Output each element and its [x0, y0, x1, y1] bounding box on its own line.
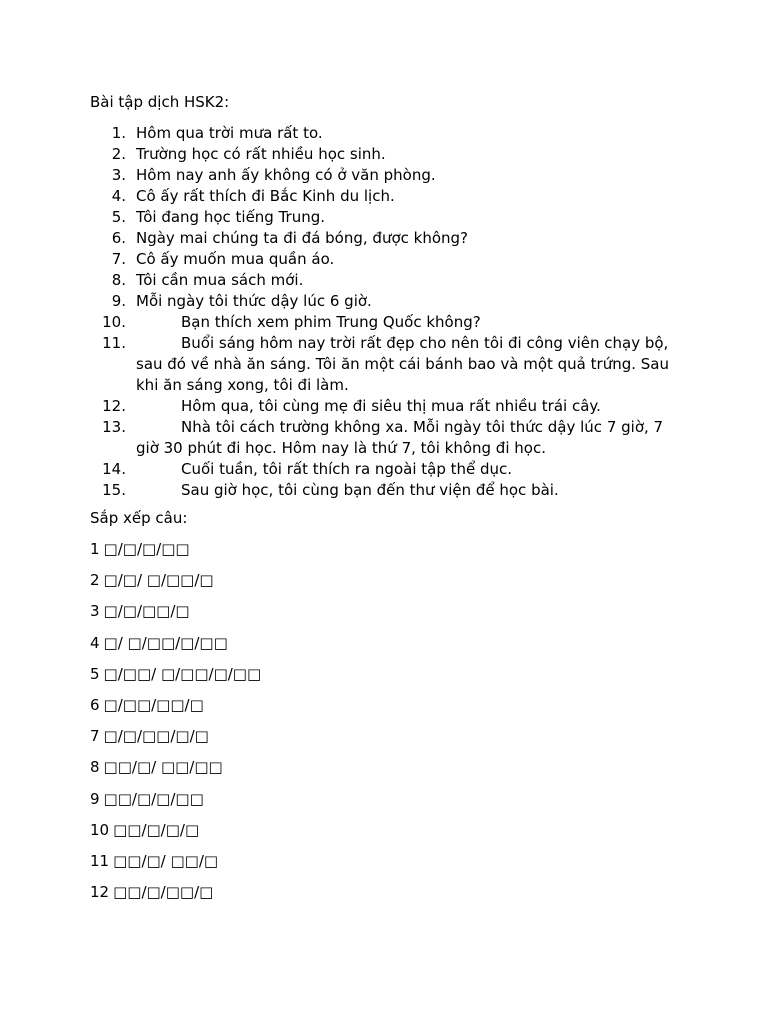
item-text: Buổi sáng hôm nay trời rất đẹp cho nên tôi đi công viên chạy bộ, sau đó về nhà ăn sáng. Tôi ăn một cái bánh bao và một quả trứng. Sau khi ăn sáng xong, tôi đi làm.: [136, 334, 669, 394]
item-number: 3.: [111, 166, 126, 184]
arrange-text: □/□/□□/□: [103, 602, 190, 621]
arrange-number: 12: [90, 883, 110, 902]
arrange-text: □/ □/□□/□/□□: [103, 633, 228, 652]
item-number: 10.: [102, 313, 126, 331]
item-number: 7.: [111, 250, 126, 268]
item-number: 6.: [111, 229, 126, 247]
item-text: Ngày mai chúng ta đi đá bóng, được không?: [136, 229, 468, 247]
arrange-item: [90, 570, 261, 590]
item-number: 14.: [102, 460, 126, 478]
arrange-text: □/□/ □/□□/□: [103, 571, 214, 590]
arrange-list: [90, 539, 261, 913]
item-text: Hôm qua, tôi cùng mẹ đi siêu thị mua rất nhiều trái cây.: [181, 397, 601, 415]
item-number: 15.: [102, 481, 126, 499]
arrange-item: [90, 633, 261, 653]
arrange-text: □□/□/ □□/□: [113, 851, 219, 870]
item-text: Tôi đang học tiếng Trung.: [136, 208, 326, 226]
arrange-item: [90, 789, 261, 809]
translation-list: [90, 123, 680, 501]
item-text: Bạn thích xem phim Trung Quốc không?: [181, 313, 481, 331]
arrange-number: 2: [90, 571, 100, 590]
arrange-number: 11: [90, 851, 110, 870]
arrange-item: [90, 695, 261, 715]
translation-item: [90, 312, 680, 333]
arrange-number: 4: [90, 633, 100, 652]
item-text: Trường học có rất nhiều học sinh.: [136, 145, 386, 163]
item-text: Hôm qua trời mưa rất to.: [136, 124, 323, 142]
item-text: Mỗi ngày tôi thức dậy lúc 6 giờ.: [136, 292, 372, 310]
arrange-text: □/□□/□□/□: [103, 695, 204, 714]
translation-item: [90, 249, 680, 270]
item-text: Nhà tôi cách trường không xa. Mỗi ngày tôi thức dậy lúc 7 giờ, 7 giờ 30 phút đi học. Hôm nay là thứ 7, tôi không đi học.: [136, 418, 664, 457]
translation-item: [90, 396, 680, 417]
translation-item: [90, 165, 680, 186]
arrange-text: □□/□/□□/□: [113, 883, 214, 902]
item-number: 11.: [102, 334, 126, 352]
translation-item: [90, 417, 680, 459]
item-text: Sau giờ học, tôi cùng bạn đến thư viện để học bài.: [181, 481, 559, 499]
arrange-number: 7: [90, 727, 100, 746]
item-number: 5.: [111, 208, 126, 226]
translation-item: [90, 459, 680, 480]
arrange-text: □/□/□/□□: [103, 540, 190, 558]
arrange-text: □□/□/□/□□: [103, 789, 204, 808]
translation-item: [90, 207, 680, 228]
translation-item: [90, 270, 680, 291]
arrange-number: 9: [90, 789, 100, 808]
translation-item: [90, 480, 680, 501]
item-number: 8.: [111, 271, 126, 289]
arrange-item: [90, 601, 261, 621]
translation-item: [90, 333, 680, 396]
translation-item: [90, 144, 680, 165]
arrange-number: 5: [90, 664, 100, 683]
translation-item: [90, 228, 680, 249]
exercise-heading: Bài tập dịch HSK2:: [90, 93, 230, 111]
arrange-number: 1: [90, 540, 100, 558]
arrange-number: 8: [90, 758, 100, 777]
arrange-item: [90, 882, 261, 902]
arrange-text: □/□□/ □/□□/□/□□: [103, 664, 262, 683]
arrange-item: [90, 726, 261, 746]
item-number: 4.: [111, 187, 126, 205]
arrange-text: □□/□/ □□/□□: [103, 758, 223, 777]
arrange-item: [90, 757, 261, 777]
translation-item: [90, 291, 680, 312]
arrange-item: [90, 664, 261, 684]
translation-item: [90, 186, 680, 207]
item-text: Tôi cần mua sách mới.: [136, 271, 304, 289]
item-number: 13.: [102, 418, 126, 436]
item-text: Cô ấy rất thích đi Bắc Kinh du lịch.: [136, 187, 395, 205]
arrange-number: 6: [90, 695, 100, 714]
arrange-text: □/□/□□/□/□: [103, 727, 209, 746]
arrange-heading: Sắp xếp câu:: [90, 509, 188, 527]
item-text: Cuối tuần, tôi rất thích ra ngoài tập thể dục.: [181, 460, 513, 478]
arrange-item: [90, 820, 261, 840]
arrange-item: [90, 851, 261, 871]
item-number: 9.: [111, 292, 126, 310]
item-number: 1.: [111, 124, 126, 142]
arrange-number: 3: [90, 602, 100, 621]
arrange-item: [90, 539, 261, 559]
arrange-number: 10: [90, 820, 110, 839]
translation-item: [90, 123, 680, 144]
item-text: Cô ấy muốn mua quần áo.: [136, 250, 335, 268]
item-number: 2.: [111, 145, 126, 163]
item-number: 12.: [102, 397, 126, 415]
item-text: Hôm nay anh ấy không có ở văn phòng.: [136, 166, 436, 184]
arrange-text: □□/□/□/□: [113, 820, 200, 839]
